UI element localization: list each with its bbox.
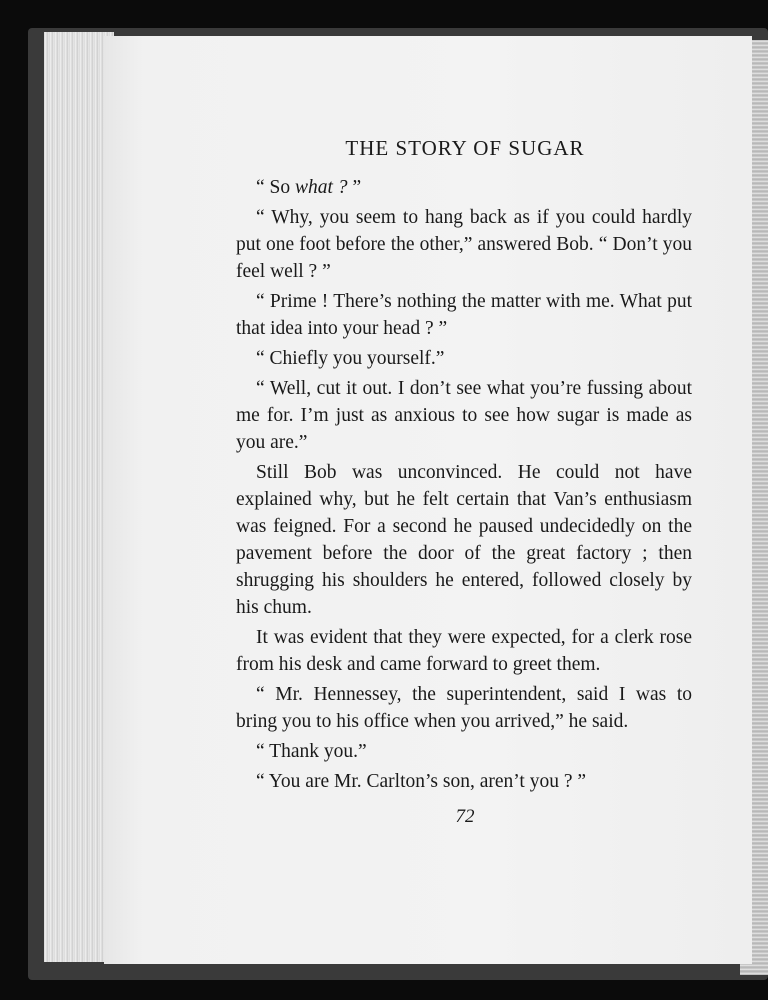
text-run: “ Why, you seem to hang back as if you could hardly put one foot before the other,” answered Bob. “ Don’t you feel well ? ” <box>236 207 692 282</box>
text-run: “ Mr. Hennessey, the superintendent, said I was to bring you to his office when you arrived,” he said. <box>236 684 692 732</box>
running-head: THE STORY OF SUGAR <box>345 136 585 160</box>
text-run: “ Prime ! There’s nothing the matter with me. What put that idea into your head ? ” <box>236 291 692 339</box>
paragraph <box>236 174 692 201</box>
paragraph <box>236 768 692 795</box>
text-run: It was evident that they were expected, for a clerk rose from his desk and came forward to greet them. <box>236 627 692 675</box>
paragraph <box>236 624 692 678</box>
text-run: “ You are Mr. Carlton’s son, aren’t you ? ” <box>256 771 587 792</box>
text-run: “ So <box>256 177 295 198</box>
paragraph <box>236 204 692 285</box>
text-run: Still Bob was unconvinced. He could not have explained why, but he felt certain that Van’s enthusiasm was feigned. For a second he paused undecidedly on the pavement before the door of the great factory ; then shrugging his shoulders he entered, followed closely by his chum. <box>236 462 692 618</box>
paragraph <box>236 681 692 735</box>
italic-text: what ? <box>295 177 348 198</box>
paragraph <box>236 375 692 456</box>
paragraph <box>236 345 692 372</box>
paragraph <box>236 288 692 342</box>
body-text <box>236 174 692 798</box>
text-run: “ Well, cut it out. I don’t see what you’re fussing about me for. I’m just as anxious to see how sugar is made as you are.” <box>236 378 692 453</box>
paragraph <box>236 459 692 621</box>
paragraph <box>236 738 692 765</box>
text-run: “ Thank you.” <box>256 741 367 762</box>
text-run: ” <box>347 177 362 198</box>
page-number: 72 <box>455 806 475 827</box>
text-run: “ Chiefly you yourself.” <box>256 348 445 369</box>
